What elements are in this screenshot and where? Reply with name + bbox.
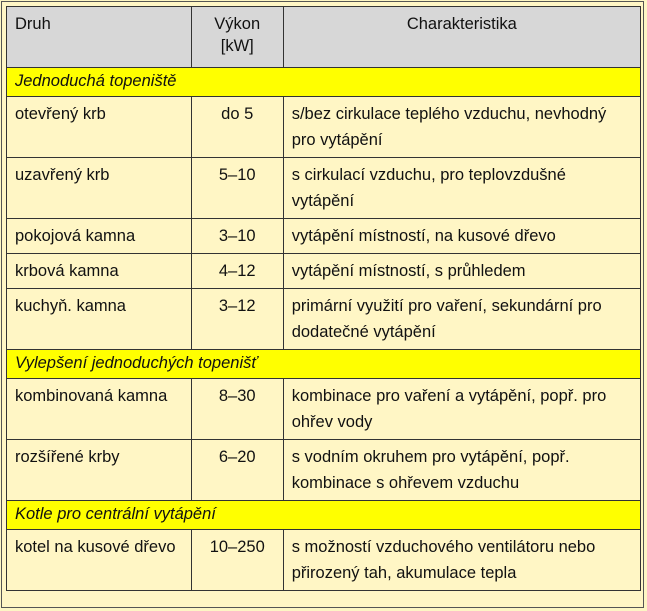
heating-types-table xyxy=(6,6,641,591)
cell-druh: rozšířené krby xyxy=(7,440,192,501)
cell-vykon: 8–30 xyxy=(191,379,283,440)
cell-vykon: do 5 xyxy=(191,97,283,158)
cell-druh: kombinovaná kamna xyxy=(7,379,192,440)
header-vykon-label: Výkon xyxy=(214,15,261,33)
cell-charakteristika: s vodním okruhem pro vytápění, popř. kombinace s ohřevem vzduchu xyxy=(283,440,640,501)
cell-charakteristika: kombinace pro vaření a vytápění, popř. pro ohřev vody xyxy=(283,379,640,440)
cell-charakteristika: s cirkulací vzduchu, pro teplovzdušné vytápění xyxy=(283,158,640,219)
cell-charakteristika: vytápění místností, na kusové dřevo xyxy=(283,219,640,254)
table-row xyxy=(7,254,641,289)
cell-druh: krbová kamna xyxy=(7,254,192,289)
cell-charakteristika: primární využití pro vaření, sekundární pro dodatečné vytápění xyxy=(283,289,640,350)
cell-druh: pokojová kamna xyxy=(7,219,192,254)
section-row xyxy=(7,350,641,379)
table-row xyxy=(7,530,641,591)
cell-vykon: 6–20 xyxy=(191,440,283,501)
cell-vykon: 3–10 xyxy=(191,219,283,254)
table-row xyxy=(7,158,641,219)
section-title: Jednoduchá topeniště xyxy=(7,68,641,97)
cell-druh: otevřený krb xyxy=(7,97,192,158)
table-row xyxy=(7,440,641,501)
section-row xyxy=(7,68,641,97)
table-row xyxy=(7,379,641,440)
cell-vykon: 3–12 xyxy=(191,289,283,350)
cell-vykon: 4–12 xyxy=(191,254,283,289)
header-vykon xyxy=(191,7,283,68)
header-druh: Druh xyxy=(7,7,192,68)
table-header-row xyxy=(7,7,641,68)
header-vykon-unit: [kW] xyxy=(220,37,254,55)
header-charakteristika: Charakteristika xyxy=(283,7,640,68)
table-row xyxy=(7,97,641,158)
table-row xyxy=(7,289,641,350)
cell-druh: uzavřený krb xyxy=(7,158,192,219)
section-row xyxy=(7,501,641,530)
cell-druh: kotel na kusové dřevo xyxy=(7,530,192,591)
cell-charakteristika: s/bez cirkulace teplého vzduchu, nevhodný pro vytápění xyxy=(283,97,640,158)
cell-druh: kuchyň. kamna xyxy=(7,289,192,350)
table-row xyxy=(7,219,641,254)
cell-vykon: 10–250 xyxy=(191,530,283,591)
cell-vykon: 5–10 xyxy=(191,158,283,219)
table-frame xyxy=(1,1,644,608)
cell-charakteristika: s možností vzduchového ventilátoru nebo přirozený tah, akumulace tepla xyxy=(283,530,640,591)
section-title: Vylepšení jednoduchých topenišť xyxy=(7,350,641,379)
section-title: Kotle pro centrální vytápění xyxy=(7,501,641,530)
cell-charakteristika: vytápění místností, s průhledem xyxy=(283,254,640,289)
